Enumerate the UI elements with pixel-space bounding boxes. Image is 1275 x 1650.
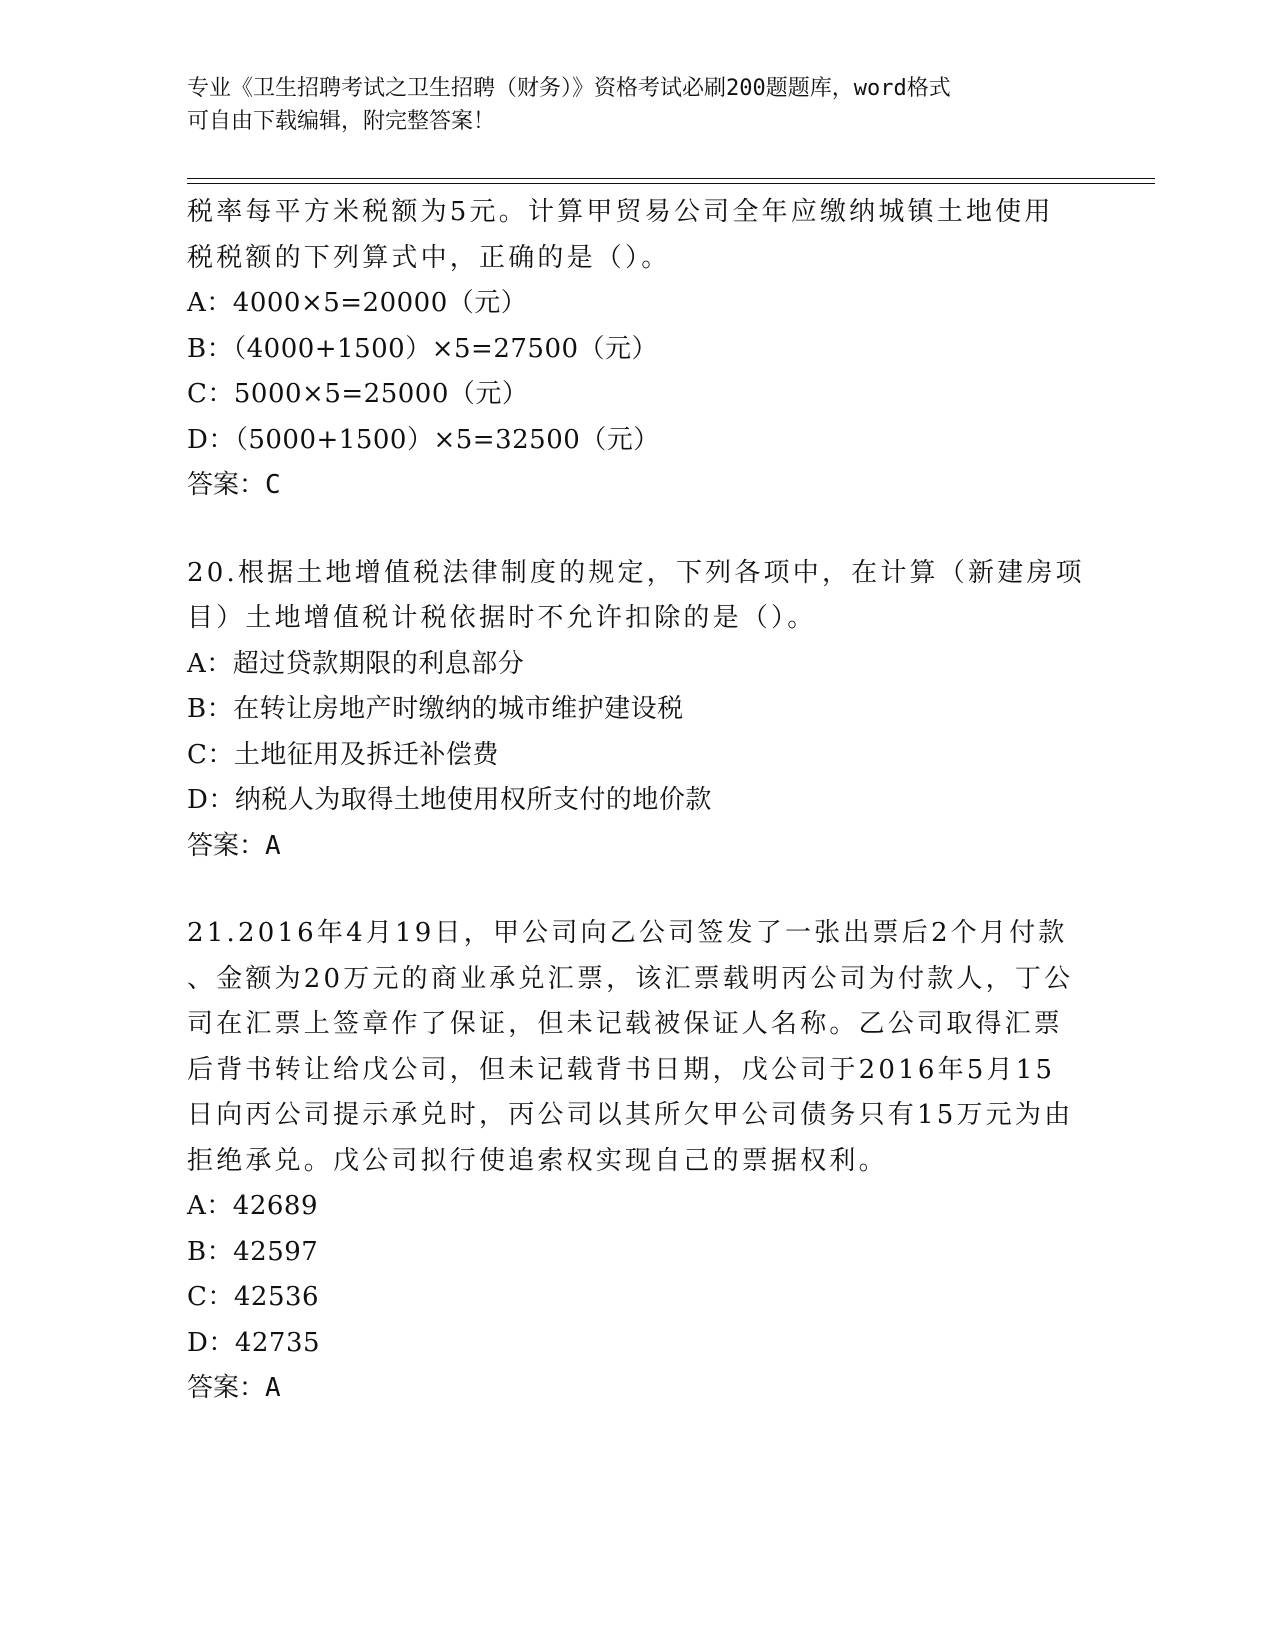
question-spacer (187, 509, 1087, 551)
question-21 (187, 911, 1087, 1412)
question-stem-line: 21.2016年4月19日，甲公司向乙公司签发了一张出票后2个月付款 (187, 918, 1068, 948)
option-d: D：（5000+1500）×5=32500（元） (187, 424, 660, 455)
question-stem-line: 20.根据土地增值税法律制度的规定，下列各项中，在计算（新建房项 (187, 557, 1085, 588)
option-a: A：超过贷款期限的利息部分 (187, 648, 525, 679)
answer-line (187, 463, 1087, 509)
question-stem-line: 日向丙公司提示承兑时，丙公司以其所欠甲公司债务只有15万元为由 (187, 1100, 1074, 1130)
question-stem-line: 拒绝承兑。戊公司拟行使追索权实现自己的票据权利。 (187, 1145, 888, 1176)
question-stem-line: 税税额的下列算式中，正确的是（）。 (187, 242, 671, 273)
option-a: A：4000×5=20000（元） (187, 288, 528, 318)
option-c: C：42536 (187, 1282, 320, 1312)
option-c: C：土地征用及拆迁补偿费 (187, 739, 499, 770)
question-19 (187, 190, 1087, 509)
answer-label: 答案： (187, 1373, 266, 1403)
option-b: B：42597 (187, 1236, 319, 1267)
option-a: A：42689 (187, 1191, 318, 1221)
question-spacer (187, 869, 1087, 911)
answer-value: C (265, 470, 281, 500)
option-b: B：在转让房地产时缴纳的城市维护建设税 (187, 694, 684, 724)
answer-label: 答案： (187, 830, 266, 861)
answer-line (187, 1366, 1087, 1412)
header-title-line-2: 可自由下载编辑，附完整答案！ (187, 109, 496, 134)
question-stem-line: 目）土地增值税计税依据时不允许扣除的是（）。 (187, 603, 817, 633)
question-stem-line: 、金额为20万元的商业承兑汇票，该汇票载明丙公司为付款人，丁公 (187, 963, 1074, 994)
question-20 (187, 551, 1087, 870)
header-divider-top (187, 178, 1155, 179)
question-stem-line: 后背书转让给戊公司，但未记载背书日期，戊公司于2016年5月15 (187, 1054, 1056, 1085)
option-b: B：（4000+1500）×5=27500（元） (187, 333, 659, 364)
option-c: C：5000×5=25000（元） (187, 379, 529, 409)
question-stem-line: 税率每平方米税额为5元。计算甲贸易公司全年应缴纳城镇土地使用 (187, 197, 1054, 227)
question-stem-line: 司在汇票上签章作了保证，但未记载被保证人名称。乙公司取得汇票 (187, 1009, 1064, 1039)
answer-label: 答案： (187, 470, 266, 500)
header-title-line-1: 专业《卫生招聘考试之卫生招聘（财务）》资格考试必刷200题题库，word格式 (187, 76, 951, 101)
option-d: D：纳税人为取得土地使用权所支付的地价款 (187, 785, 712, 815)
answer-value: A (265, 830, 281, 861)
answer-line (187, 824, 1087, 870)
document-header (187, 72, 1067, 138)
document-body (187, 190, 1087, 1412)
option-d: D：42735 (187, 1327, 321, 1358)
answer-value: A (265, 1373, 281, 1403)
header-divider-bottom (187, 183, 1155, 184)
